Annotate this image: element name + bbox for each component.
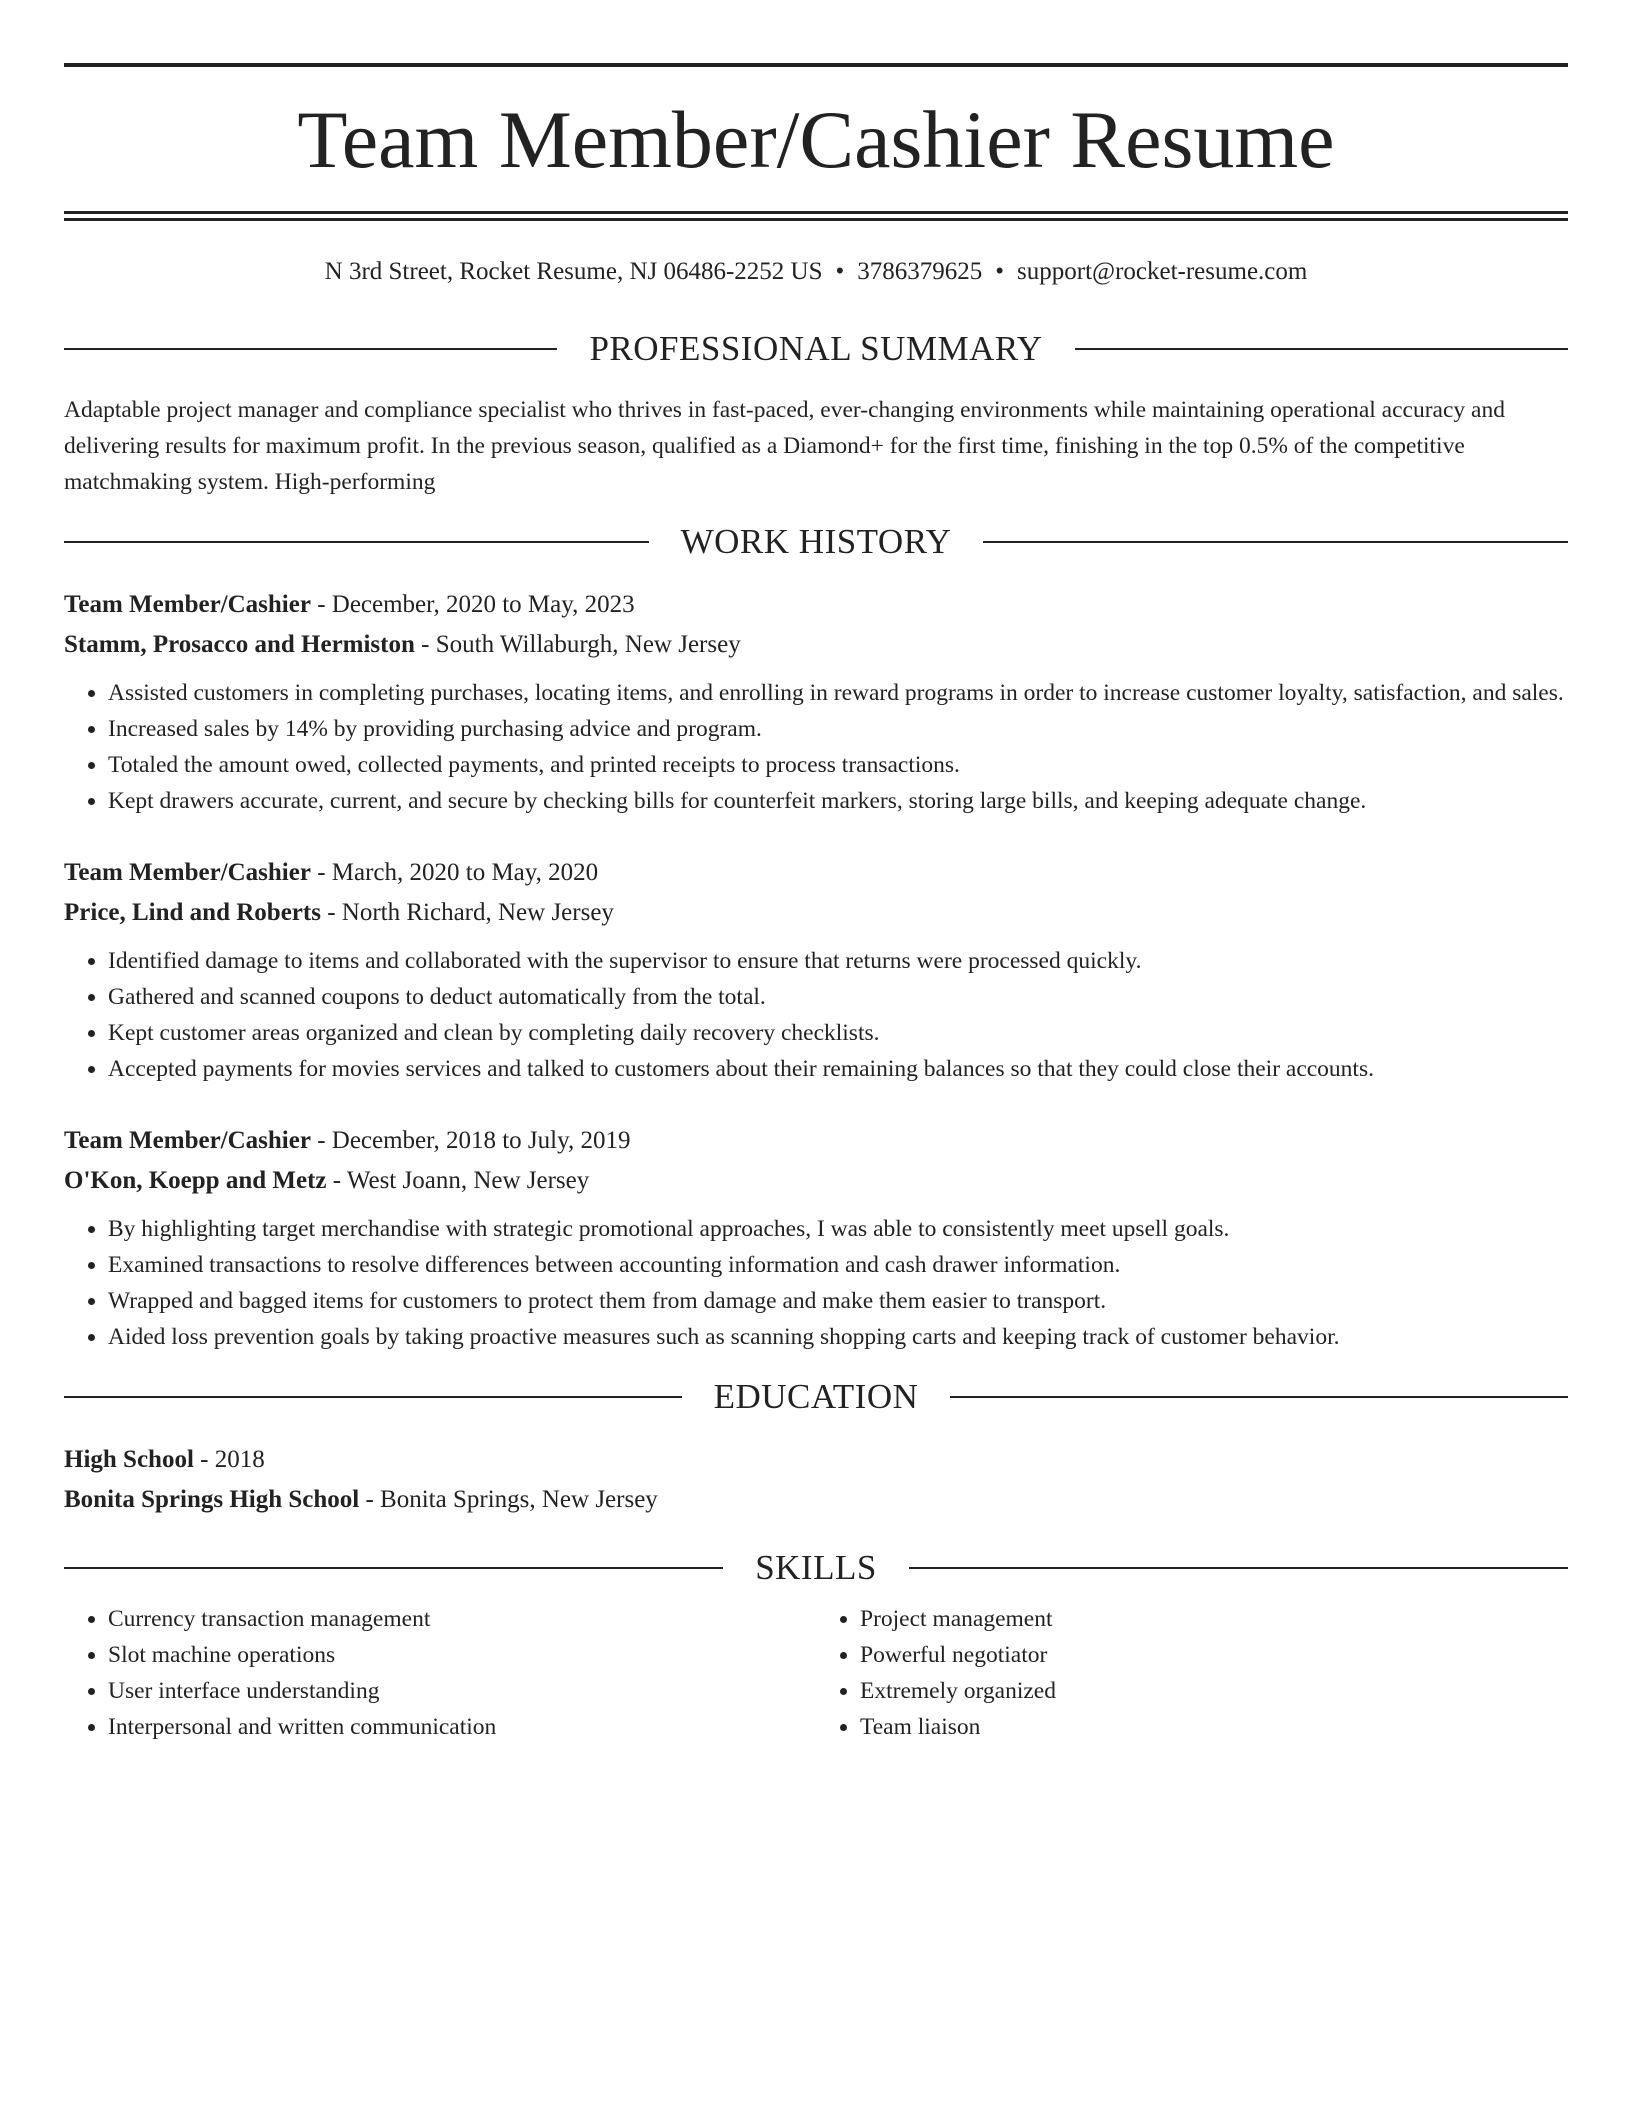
skill-item: • Slot machine operations bbox=[108, 1637, 816, 1673]
skills-columns bbox=[64, 1601, 1568, 1745]
job-entry bbox=[64, 1121, 1568, 1355]
heading-rule-left bbox=[64, 541, 649, 543]
job-company: Price, Lind and Roberts bbox=[64, 899, 321, 926]
job-company-line bbox=[64, 625, 1568, 665]
heading-rule-left bbox=[64, 348, 557, 350]
skill-item: • Powerful negotiator bbox=[860, 1637, 1568, 1673]
skills-list-right bbox=[816, 1601, 1568, 1745]
education-degree-line bbox=[64, 1440, 1568, 1480]
job-company-line bbox=[64, 1161, 1568, 1201]
job-entry bbox=[64, 853, 1568, 1087]
resume-title: Team Member/Cashier Resume bbox=[297, 94, 1335, 185]
contact-separator: • bbox=[835, 258, 845, 285]
work-section-heading bbox=[64, 524, 1568, 559]
job-dates: - December, 2020 to May, 2023 bbox=[310, 591, 635, 618]
contact-separator: • bbox=[995, 258, 1005, 285]
heading-rule-right bbox=[909, 1567, 1568, 1569]
skill-item: • Extremely organized bbox=[860, 1673, 1568, 1709]
top-rule bbox=[64, 63, 1568, 67]
job-bullet: • Assisted customers in completing purchases, locating items, and enrolling in reward programs in order to increase customer loyalty, satisfaction, and sales. bbox=[108, 675, 1568, 711]
job-bullet: • Totaled the amount owed, collected payments, and printed receipts to process transactions. bbox=[108, 747, 1568, 783]
job-dates: - December, 2018 to July, 2019 bbox=[310, 1127, 631, 1154]
education-school-line bbox=[64, 1480, 1568, 1520]
job-entry bbox=[64, 585, 1568, 819]
job-bullet: • Aided loss prevention goals by taking proactive measures such as scanning shopping carts and keeping track of customer behavior. bbox=[108, 1319, 1568, 1355]
job-dates: - March, 2020 to May, 2020 bbox=[310, 859, 599, 886]
education-school: Bonita Springs High School bbox=[64, 1486, 360, 1513]
education-year: - 2018 bbox=[193, 1446, 265, 1473]
education-section-heading bbox=[64, 1379, 1568, 1414]
job-bullet: • Accepted payments for movies services and talked to customers about their remaining balances so that they could close their accounts. bbox=[108, 1051, 1568, 1087]
job-bullets bbox=[64, 675, 1568, 819]
heading-rule-left bbox=[64, 1396, 682, 1398]
skills-heading: SKILLS bbox=[755, 1548, 877, 1587]
job-company: Stamm, Prosacco and Hermiston bbox=[64, 631, 415, 658]
job-title-line bbox=[64, 853, 1568, 893]
job-bullet: • Examined transactions to resolve differences between accounting information and cash drawer information. bbox=[108, 1247, 1568, 1283]
job-role: Team Member/Cashier bbox=[64, 859, 311, 886]
job-location: - West Joann, New Jersey bbox=[326, 1167, 590, 1194]
job-bullets bbox=[64, 943, 1568, 1087]
job-bullet: • Kept drawers accurate, current, and secure by checking bills for counterfeit markers, storing large bills, and keeping adequate change. bbox=[108, 783, 1568, 819]
heading-rule-right bbox=[1075, 348, 1568, 350]
job-location: - North Richard, New Jersey bbox=[320, 899, 614, 926]
skill-item: • Interpersonal and written communication bbox=[108, 1709, 816, 1745]
job-bullet: • Wrapped and bagged items for customers to protect them from damage and make them easier to transport. bbox=[108, 1283, 1568, 1319]
job-bullet: • Identified damage to items and collaborated with the supervisor to ensure that returns were processed quickly. bbox=[108, 943, 1568, 979]
skill-item: • Currency transaction management bbox=[108, 1601, 816, 1637]
contact-line bbox=[64, 257, 1568, 287]
skill-item: • Project management bbox=[860, 1601, 1568, 1637]
job-bullet: • By highlighting target merchandise with strategic promotional approaches, I was able to consistently meet upsell goals. bbox=[108, 1211, 1568, 1247]
education-degree: High School bbox=[64, 1446, 194, 1473]
contact-phone: 3786379625 bbox=[857, 258, 983, 285]
skill-item: • Team liaison bbox=[860, 1709, 1568, 1745]
job-role: Team Member/Cashier bbox=[64, 591, 311, 618]
resume-page bbox=[64, 63, 1568, 1745]
summary-section-heading bbox=[64, 331, 1568, 366]
work-heading: WORK HISTORY bbox=[680, 522, 952, 561]
job-bullet: • Gathered and scanned coupons to deduct automatically from the total. bbox=[108, 979, 1568, 1015]
job-title-line bbox=[64, 1121, 1568, 1161]
skills-list-left bbox=[64, 1601, 816, 1745]
skill-item: • User interface understanding bbox=[108, 1673, 816, 1709]
heading-rule-right bbox=[950, 1396, 1568, 1398]
job-role: Team Member/Cashier bbox=[64, 1127, 311, 1154]
education-location: - Bonita Springs, New Jersey bbox=[359, 1486, 658, 1513]
job-company-line bbox=[64, 893, 1568, 933]
summary-heading: PROFESSIONAL SUMMARY bbox=[589, 329, 1043, 368]
job-location: - South Willaburgh, New Jersey bbox=[414, 631, 741, 658]
job-company: O'Kon, Koepp and Metz bbox=[64, 1167, 327, 1194]
summary-text: Adaptable project manager and compliance specialist who thrives in fast-paced, ever-changing environments while maintaining operational accuracy and delivering results for maximum profit. In the previous season, qualified as a Diamond+ for the first time, finishing in the top 0.5% of the competitive matchmaking system. High-performing bbox=[64, 397, 1505, 495]
job-title-line bbox=[64, 585, 1568, 625]
job-bullet: • Kept customer areas organized and clean by completing daily recovery checklists. bbox=[108, 1015, 1568, 1051]
contact-address: N 3rd Street, Rocket Resume, NJ 06486-2252 US bbox=[324, 258, 823, 285]
education-heading: EDUCATION bbox=[713, 1377, 919, 1416]
job-bullet: • Increased sales by 14% by providing purchasing advice and program. bbox=[108, 711, 1568, 747]
education-entry bbox=[64, 1440, 1568, 1520]
heading-rule-left bbox=[64, 1567, 723, 1569]
job-bullets bbox=[64, 1211, 1568, 1355]
contact-email: support@rocket-resume.com bbox=[1017, 258, 1308, 285]
skills-section-heading bbox=[64, 1550, 1568, 1585]
title-double-rule bbox=[64, 211, 1568, 221]
heading-rule-right bbox=[983, 541, 1568, 543]
